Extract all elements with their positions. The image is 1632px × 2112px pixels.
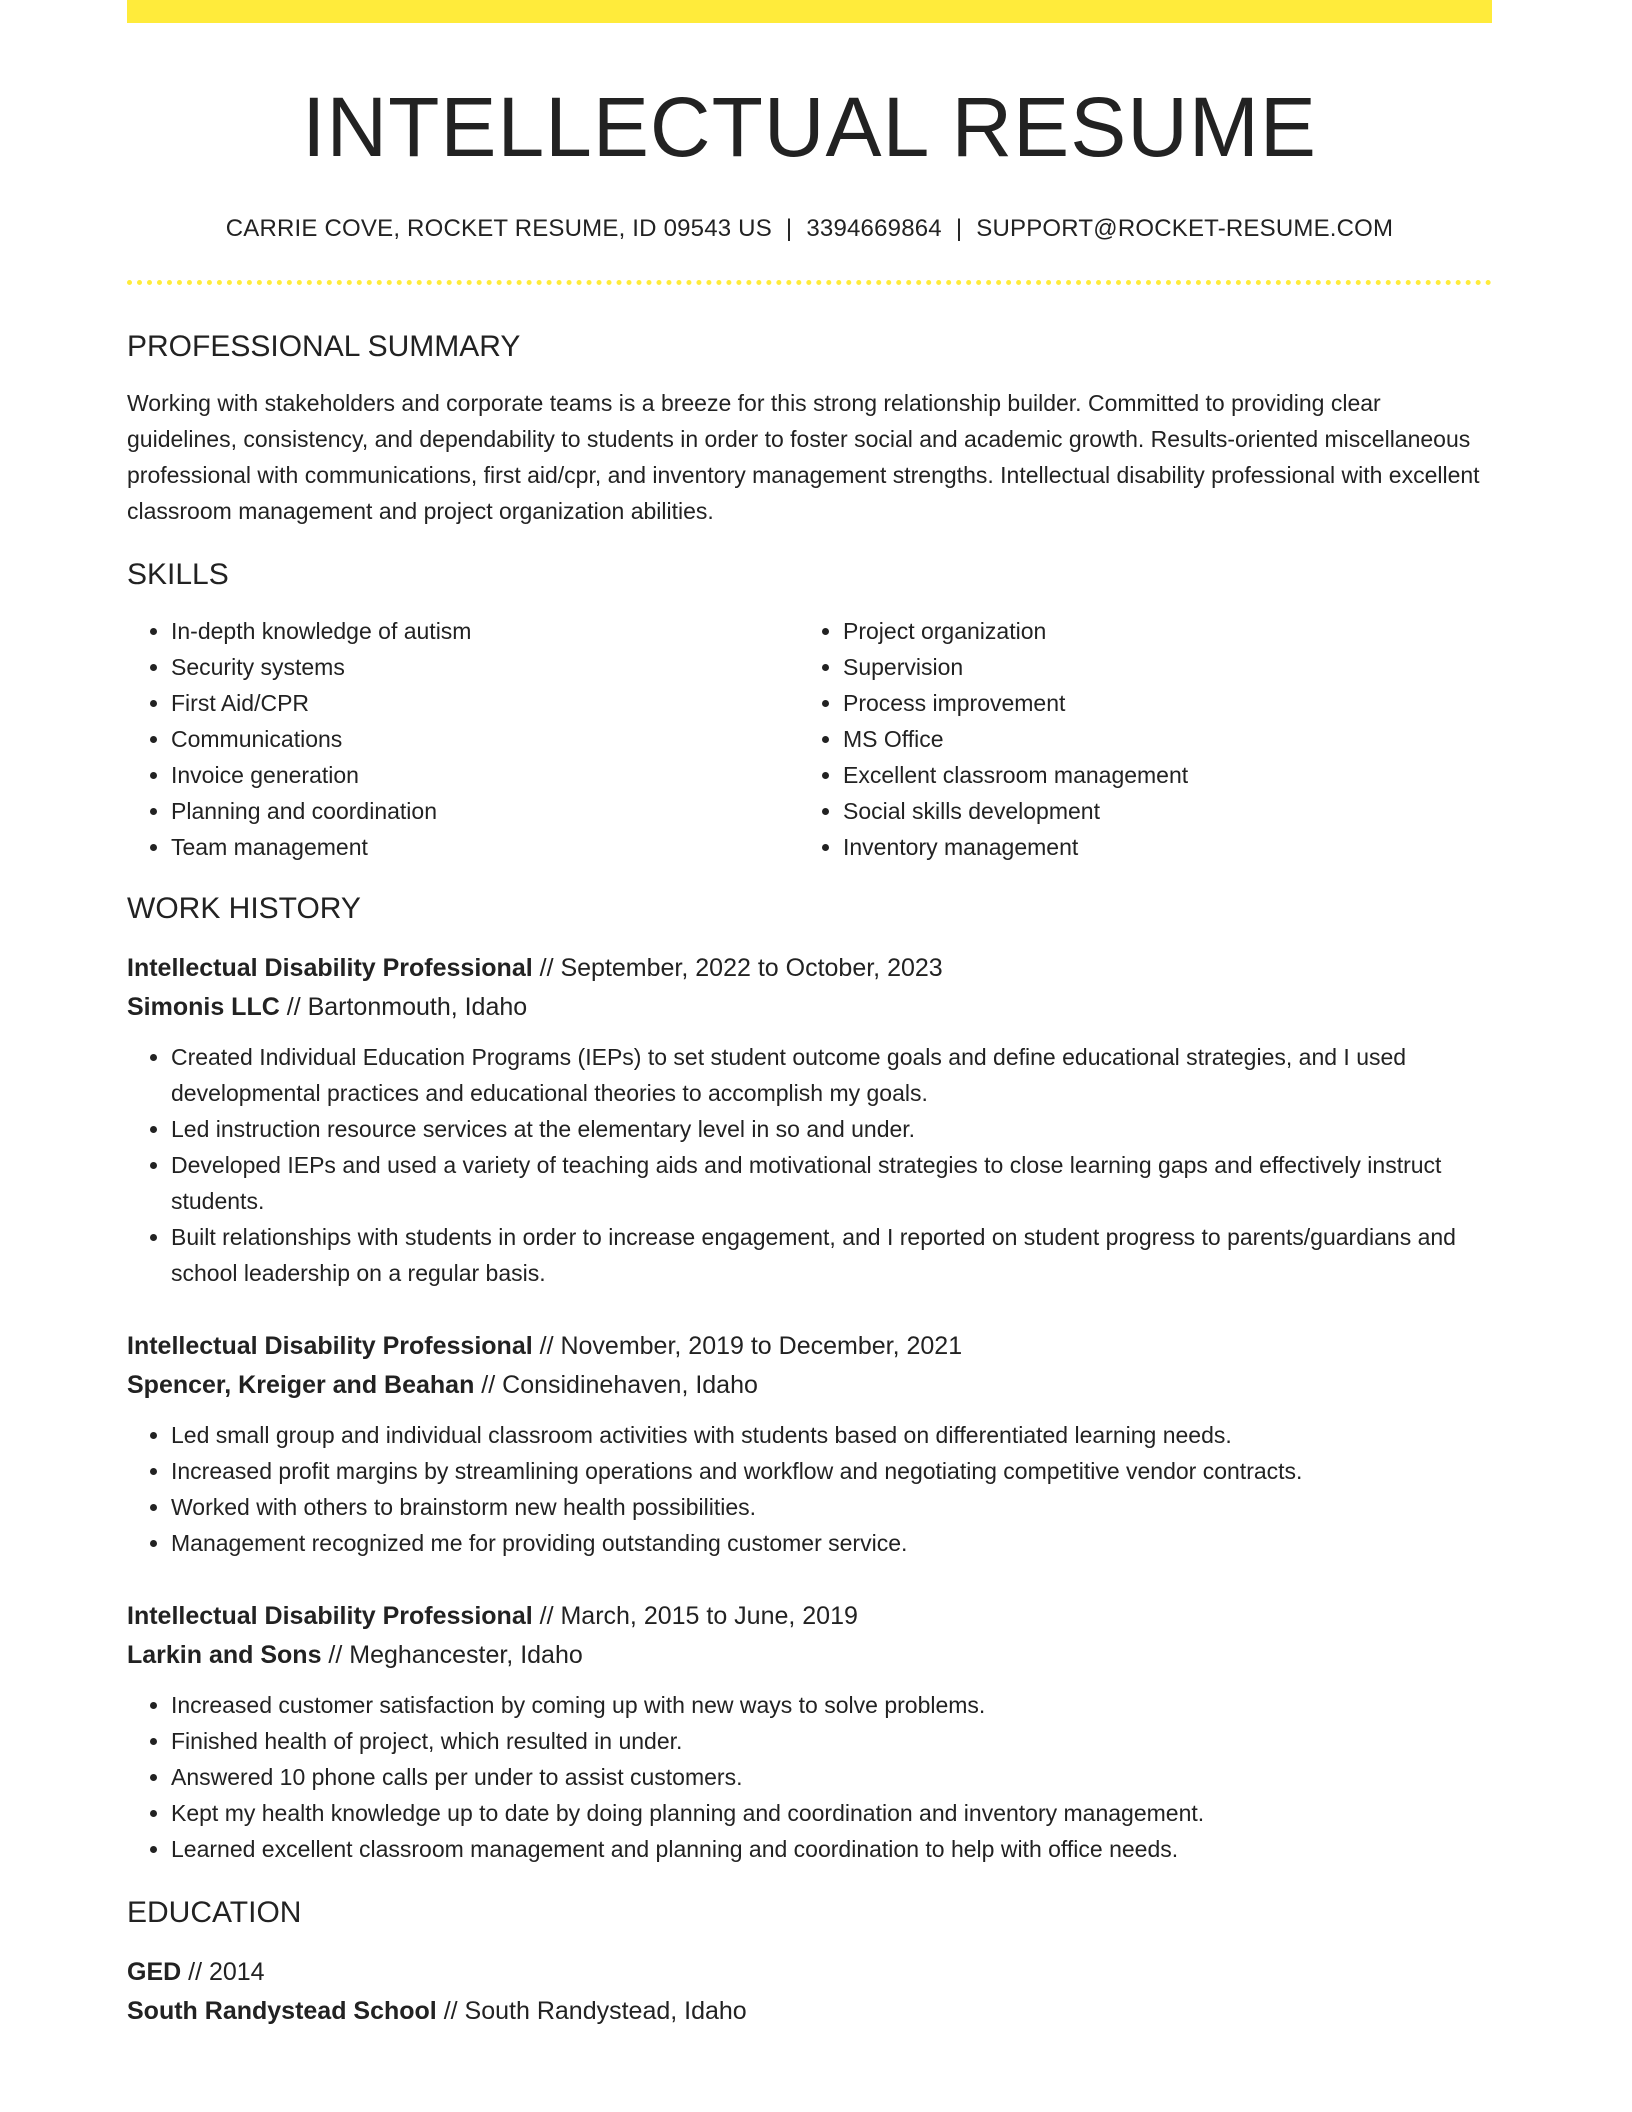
job-bullet: • Answered 10 phone calls per under to assist customers. [171,1759,1492,1795]
education-heading: EDUCATION [127,1896,302,1930]
job-bullet: • Finished health of project, which resulted in under. [171,1723,1492,1759]
job-entry [127,1327,1492,1561]
job-bullet: • Led small group and individual classroom activities with students based on differentiated learning needs. [171,1417,1492,1453]
job-location: // Bartonmouth, Idaho [279,993,528,1022]
education-year: // 2014 [181,1958,265,1987]
skill-item: • Social skills development [843,793,1471,829]
job-bullets [127,1039,1492,1291]
skills-list-right [799,613,1471,865]
job-company: Larkin and Sons [127,1641,322,1670]
summary-heading: PROFESSIONAL SUMMARY [127,330,521,364]
job-bullet: • Kept my health knowledge up to date by doing planning and coordination and inventory management. [171,1795,1492,1831]
skills-heading: SKILLS [127,558,229,592]
job-dates: // March, 2015 to June, 2019 [532,1602,858,1631]
job-title: Intellectual Disability Professional [127,954,533,983]
job-entry [127,1597,1492,1867]
skill-item: • Excellent classroom management [843,757,1471,793]
skills-list-left [127,613,799,865]
job-location: // Meghancester, Idaho [321,1641,583,1670]
job-title-line [127,1597,1492,1636]
job-bullets [127,1687,1492,1867]
job-title-line [127,949,1492,988]
job-bullet: • Increased profit margins by streamlining operations and workflow and negotiating competitive vendor contracts. [171,1453,1492,1489]
skill-item: • Invoice generation [171,757,799,793]
job-entry [127,949,1492,1291]
job-company-line [127,1366,1492,1405]
job-bullet: • Learned excellent classroom management and planning and coordination to help with office needs. [171,1831,1492,1867]
job-bullet: • Management recognized me for providing outstanding customer service. [171,1525,1492,1561]
contact-separator: | [785,215,793,243]
job-company-line [127,988,1492,1027]
summary-text: Working with stakeholders and corporate teams is a breeze for this strong relationship builder. Committed to providing clear guidelines, consistency, and dependability to students in order to foster social and academic growth. Results-oriented miscellaneous professional with communications, first aid/cpr, and inventory management strengths. Intellectual disability professional with excellent classroom management and project organization abilities. [127,390,1480,525]
resume-title: INTELLECTUAL RESUME [302,80,1317,174]
job-bullet: • Created Individual Education Programs (IEPs) to set student outcome goals and define educational strategies, and I used developmental practices and educational theories to accomplish my goals. [171,1039,1492,1111]
skill-item: • Process improvement [843,685,1471,721]
contact-phone: 3394669864 [806,215,942,243]
skill-item: • Inventory management [843,829,1471,865]
skill-item: • Team management [171,829,799,865]
job-title: Intellectual Disability Professional [127,1332,533,1361]
job-dates: // September, 2022 to October, 2023 [532,954,943,983]
job-dates: // November, 2019 to December, 2021 [532,1332,963,1361]
job-company: Simonis LLC [127,993,280,1022]
resume-page [127,0,1492,2031]
job-bullet: • Increased customer satisfaction by coming up with new ways to solve problems. [171,1687,1492,1723]
skill-item: • Communications [171,721,799,757]
job-title: Intellectual Disability Professional [127,1602,533,1631]
top-accent-bar [127,0,1492,23]
job-bullets [127,1417,1492,1561]
education-school: South Randystead School [127,1997,437,2026]
job-location: // Considinehaven, Idaho [474,1371,758,1400]
job-bullet: • Led instruction resource services at the elementary level in so and under. [171,1111,1492,1147]
skill-item: • Project organization [843,613,1471,649]
job-bullet: • Developed IEPs and used a variety of teaching aids and motivational strategies to close learning gaps and effectively instruct students. [171,1147,1492,1219]
education-location: // South Randystead, Idaho [436,1997,747,2026]
contact-address: CARRIE COVE, ROCKET RESUME, ID 09543 US [225,215,772,243]
job-bullet: • Worked with others to brainstorm new health possibilities. [171,1489,1492,1525]
skill-item: • First Aid/CPR [171,685,799,721]
job-bullet: • Built relationships with students in order to increase engagement, and I reported on student progress to parents/guardians and school leadership on a regular basis. [171,1219,1492,1291]
education-entry [127,1953,1492,2031]
skill-item: • In-depth knowledge of autism [171,613,799,649]
contact-separator: | [955,215,963,243]
education-degree-line [127,1953,1492,1992]
header-divider [127,280,1492,285]
education-degree: GED [127,1958,182,1987]
job-company: Spencer, Kreiger and Beahan [127,1371,475,1400]
skill-item: • MS Office [843,721,1471,757]
education-school-line [127,1992,1492,2031]
skill-item: • Security systems [171,649,799,685]
skill-item: • Supervision [843,649,1471,685]
job-title-line [127,1327,1492,1366]
skills-grid [127,613,1492,865]
contact-line [127,215,1492,243]
work-history-heading: WORK HISTORY [127,892,361,926]
job-company-line [127,1636,1492,1675]
contact-email: SUPPORT@ROCKET-RESUME.COM [976,215,1394,243]
skill-item: • Planning and coordination [171,793,799,829]
